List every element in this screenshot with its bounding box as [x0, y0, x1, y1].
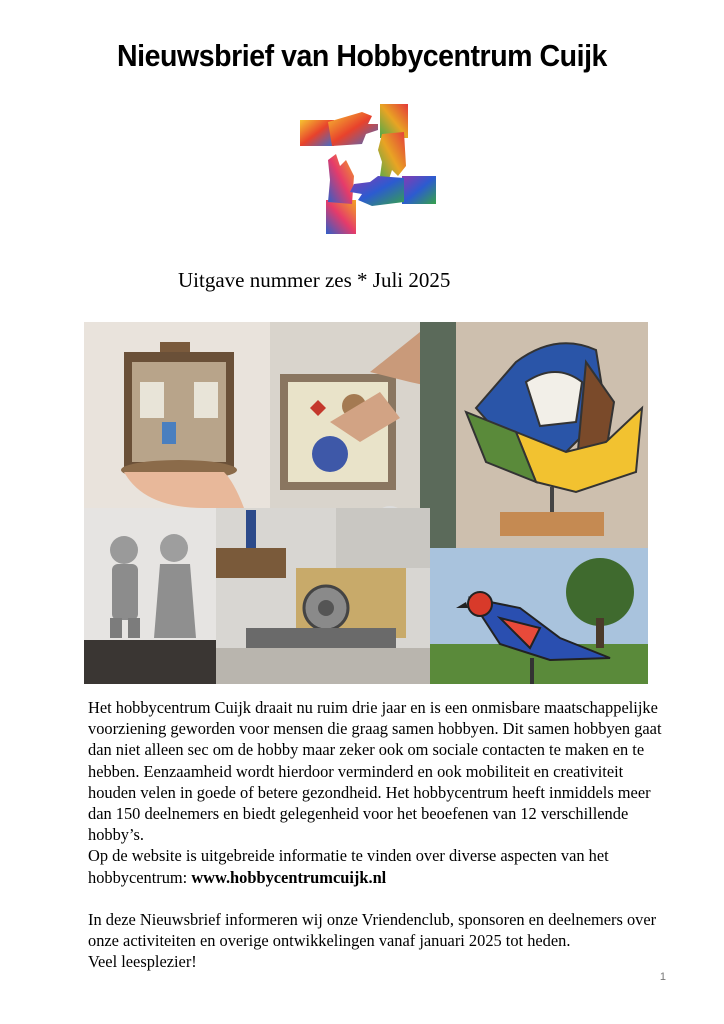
stained-glass-icon	[456, 322, 648, 548]
page-number: 1	[659, 971, 666, 983]
signoff: Veel leesplezier!	[88, 952, 197, 972]
newsletter-title: Nieuwsbrief van Hobbycentrum Cuijk	[117, 38, 607, 73]
website-prefix: Op de website is uitgebreide informatie te vinden over diverse aspecten van het hobbycentrum:	[88, 846, 609, 887]
website-paragraph	[88, 845, 668, 887]
miniature-house-icon	[84, 322, 270, 508]
newsletter-body	[88, 697, 668, 972]
clay-figure-icon	[84, 508, 216, 684]
issue-line: Uitgave nummer zes * Juli 2025	[178, 268, 451, 292]
lathe-icon	[216, 508, 430, 684]
website-link[interactable]: www.hobbycentrumcuijk.nl	[191, 867, 387, 887]
photo-collage	[84, 322, 648, 684]
glass-bird-icon	[430, 548, 648, 684]
intro-paragraph: Het hobbycentrum Cuijk draait nu ruim drie jaar en is een onmisbare maatschappelijke voorziening geworden voor mensen die graag samen hobbyen. Dit samen hobbyen gaat dan niet alleen sec om de hobby maar zeker ook om sociale contacten te maken en te hebben. Eenzaamheid wordt hierdoor verminderd en ook mobiliteit en creativiteit houden velen in goede of betere gezondheid. Het hobbycentrum heeft inmiddels meer dan 150 deelnemers en biedt gelegenheid voor het beoefenen van 12 verschillende hobby’s.	[88, 698, 662, 845]
closing-paragraph: In deze Nieuwsbrief informeren wij onze Vriendenclub, sponsoren en deelnemers over onze activiteiten en overige ontwikkelingen vanaf januari 2025 tot heden.	[88, 909, 657, 951]
hands-logo-icon	[292, 90, 442, 240]
